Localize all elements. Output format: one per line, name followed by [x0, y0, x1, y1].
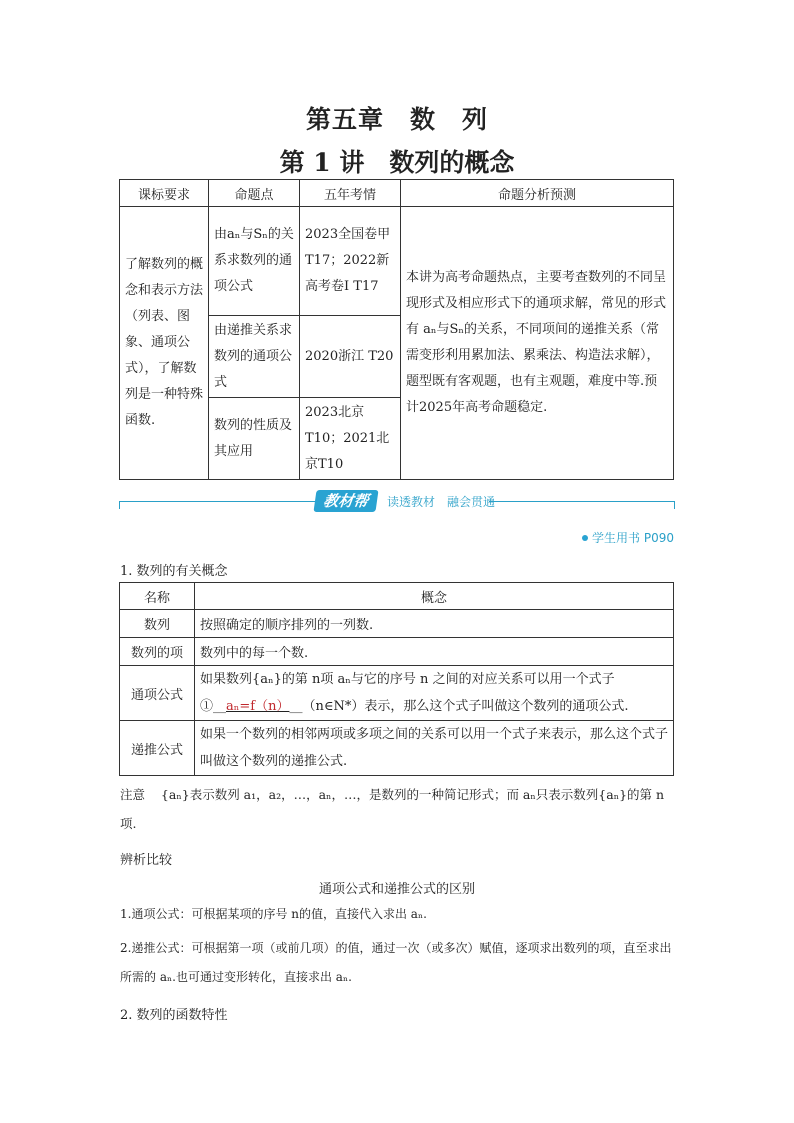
note-paragraph	[120, 780, 680, 838]
compare-item: 1.通项公式：可根据某项的序号 n的值，直接代入求出 aₙ.	[120, 907, 427, 921]
term-concept: 按照确定的顺序排列的一列数.	[195, 610, 674, 638]
concept-table	[119, 582, 674, 776]
concept-suffix: __（n∈N*）表示，那么这个式子叫做这个数列的通项公式.	[289, 699, 629, 714]
exam-cell: 2020浙江 T20	[300, 316, 401, 398]
section2-title: 2. 数列的函数特性	[120, 1008, 228, 1023]
term-name: 递推公式	[120, 721, 195, 776]
syllabus-table	[119, 179, 674, 480]
concept-prefix: 如果数列{aₙ}的第 n项 aₙ与它的序号 n 之间的对应关系可以用一个式子①__	[200, 672, 615, 714]
table1-header-requirement: 课标要求	[120, 180, 209, 207]
chapter-title: 第五章 数 列	[305, 105, 488, 134]
requirement-cell: 了解数列的概念和表示方法（列表、图象、通项公式），了解数列是一种特殊函数.	[120, 207, 209, 480]
point-cell: 由aₙ与Sₙ的关系求数列的通项公式	[209, 207, 300, 316]
term-name: 数列的项	[120, 638, 195, 666]
compare-label: 辨析比较	[120, 853, 173, 868]
section1-title: 1. 数列的有关概念	[120, 564, 228, 579]
exam-cell: 2023全国卷甲T17；2022新高考卷Ⅰ T17	[300, 207, 401, 316]
table1-header-exam: 五年考情	[300, 180, 401, 207]
point-cell: 由递推关系求数列的通项公式	[209, 316, 300, 398]
lesson-title: 第 1 讲 数列的概念	[279, 148, 515, 177]
note-text: {aₙ}表示数列 a₁，a₂，…，aₙ，…，是数列的一种简记形式；而 aₙ只表示数列{aₙ}的第 n项.	[120, 787, 665, 831]
table2-header-concept: 概念	[195, 583, 674, 610]
note-label: 注意	[120, 787, 146, 802]
term-name: 通项公式	[120, 666, 195, 721]
student-book-label: 学生用书 P090	[592, 531, 674, 545]
point-cell: 数列的性质及其应用	[209, 398, 300, 480]
table2-header-name: 名称	[120, 583, 195, 610]
student-book-ref	[582, 529, 674, 546]
table1-header-point: 命题点	[209, 180, 300, 207]
analysis-cell: 本讲为高考命题热点，主要考查数列的不同呈现形式及相应形式下的通项求解，常见的形式有 aₙ与Sₙ的关系，不同项间的递推关系（常需变形利用累加法、累乘法、构造法求解），题型既有客观题，也有主观题，难度中等.预计2025年高考命题稳定.	[401, 207, 674, 480]
term-concept: 数列中的每一个数.	[195, 638, 674, 666]
term-concept	[195, 666, 674, 721]
banner-line-left	[119, 501, 315, 502]
bullet-dot-icon	[582, 535, 588, 541]
banner-hook-right	[668, 501, 675, 509]
compare-item: 2.递推公式：可根据第一项（或前几项）的值，通过一次（或多次）赋值，逐项求出数列的项，直至求出所需的 aₙ.也可通过变形转化，直接求出 aₙ.	[120, 941, 672, 984]
compare-title: 通项公式和递推公式的区别	[318, 882, 475, 897]
banner-subtitle: 读透教材 融会贯通	[387, 495, 496, 509]
table1-header-analysis: 命题分析预测	[401, 180, 674, 207]
exam-cell: 2023北京T10；2021北京T10	[300, 398, 401, 480]
banner-line-right	[489, 501, 675, 502]
term-name: 数列	[120, 610, 195, 638]
banner-hook-left	[119, 501, 126, 509]
banner-badge: 教材帮	[313, 490, 378, 512]
section-banner	[119, 487, 675, 519]
answer-blank: aₙ=f（n）	[226, 699, 290, 714]
term-concept: 如果一个数列的相邻两项或多项之间的关系可以用一个式子来表示，那么这个式子叫做这个数列的递推公式.	[195, 721, 674, 776]
